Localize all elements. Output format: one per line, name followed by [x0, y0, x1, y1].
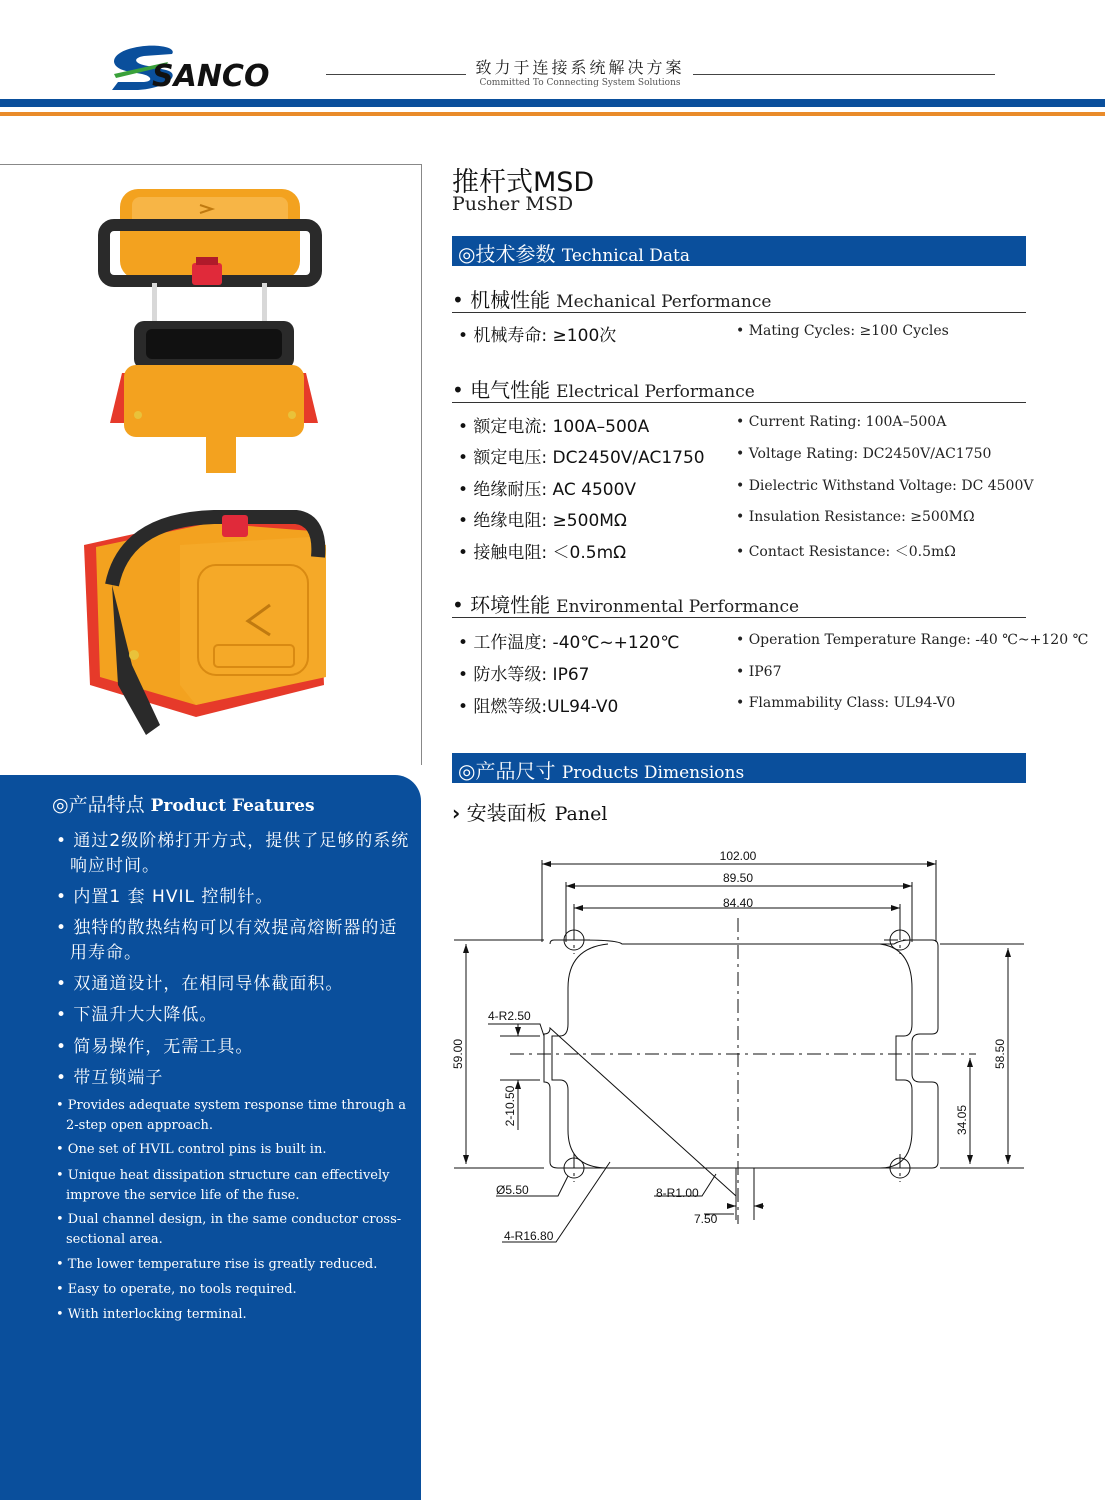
- dim-label: 58.50: [993, 1038, 1007, 1070]
- tagline: [470, 58, 690, 89]
- spec-en: • Operation Temperature Range: -40 ℃~+120 ℃: [736, 632, 1089, 648]
- features-heading-cn: ◎产品特点: [52, 794, 145, 816]
- spec-cn: • 绝缘耐压: AC 4500V: [458, 480, 637, 500]
- technical-data-bar: [452, 236, 1026, 266]
- dimensions-heading-cn: ◎产品尺寸: [458, 759, 556, 783]
- dim-label: 8-R1.00: [656, 1186, 699, 1200]
- mechanical-heading-en: Mechanical Performance: [556, 292, 772, 312]
- dim-label: 4-R2.50: [488, 1009, 531, 1023]
- dim-label: 102.00: [719, 849, 757, 863]
- header-band-orange: [0, 112, 1105, 116]
- feature-en-item: • Dual channel design, in the same conductor cross-sectional area.: [56, 1212, 402, 1247]
- product-photo: [0, 165, 421, 765]
- dimensions-heading-en: Products Dimensions: [561, 763, 745, 783]
- spec-cn: • 防水等级: IP67: [458, 665, 590, 685]
- spec-en: • Insulation Resistance: ≥500MΩ: [736, 509, 975, 525]
- mechanical-heading: [452, 284, 1026, 313]
- tagline-en: Committed To Connecting System Solutions: [479, 78, 681, 88]
- mechanical-heading-cn: • 机械性能: [452, 288, 551, 312]
- dim-label: 59.00: [451, 1038, 465, 1070]
- feature-en-item: • Unique heat dissipation structure can effectively improve the service life of the fuse.: [56, 1168, 390, 1203]
- features-heading: [52, 790, 315, 817]
- feature-en-item: • Easy to operate, no tools required.: [56, 1282, 297, 1297]
- tagline-cn: 致力于连接系统解决方案: [475, 58, 685, 77]
- product-photo-frame: [0, 164, 422, 765]
- feature-en-item: • One set of HVIL control pins is built in.: [56, 1142, 327, 1157]
- tagline-rule-right: [693, 74, 995, 75]
- environmental-heading-en: Environmental Performance: [556, 597, 800, 617]
- panel-drawing-svg: [440, 840, 1040, 1250]
- spec-cn: • 额定电流: 100A–500A: [458, 417, 650, 437]
- spec-en: • Mating Cycles: ≥100 Cycles: [736, 323, 949, 339]
- feature-cn-item: • 通过2级阶梯打开方式，提供了足够的系统响应时间。: [56, 831, 410, 876]
- svg-text:SANCO: SANCO: [152, 59, 270, 94]
- spec-cn: • 工作温度: -40℃~+120℃: [458, 633, 680, 653]
- spec-en: • IP67: [736, 664, 782, 680]
- spec-cn: • 绝缘电阻: ≥500MΩ: [458, 511, 627, 531]
- spec-cn: • 接触电阻: ＜0.5mΩ: [458, 543, 627, 563]
- technical-heading-en: Technical Data: [561, 246, 690, 266]
- spec-en: • Dielectric Withstand Voltage: DC 4500V: [736, 478, 1034, 494]
- feature-en-item: • The lower temperature rise is greatly reduced.: [56, 1257, 378, 1272]
- spec-en: • Flammability Class: UL94-V0: [736, 695, 956, 711]
- feature-en-item: • With interlocking terminal.: [56, 1307, 247, 1322]
- electrical-heading-cn: • 电气性能: [452, 378, 551, 402]
- dimensions-bar: [452, 753, 1026, 783]
- sanco-logo: [108, 44, 288, 96]
- feature-en-item: • Provides adequate system response time through a 2-step open approach.: [56, 1098, 406, 1133]
- spec-cn: • 阻燃等级:UL94-V0: [458, 697, 619, 717]
- panel-heading-cn: 安装面板: [466, 801, 547, 825]
- panel-heading: [452, 797, 607, 826]
- dim-label: 2-10.50: [503, 1085, 517, 1127]
- feature-cn-item: • 带互锁端子: [56, 1068, 164, 1088]
- spec-en: • Voltage Rating: DC2450V/AC1750: [736, 446, 992, 462]
- environmental-heading-cn: • 环境性能: [452, 593, 551, 617]
- panel-drawing: [440, 840, 1040, 1254]
- feature-cn-item: • 简易操作，无需工具。: [56, 1037, 254, 1057]
- dim-label: 89.50: [722, 871, 754, 885]
- dim-label: 7.50: [694, 1212, 718, 1226]
- feature-cn-item: • 内置1 套 HVIL 控制针。: [56, 887, 274, 907]
- environmental-heading: [452, 589, 1026, 618]
- product-title: 推杆式MSD: [452, 167, 595, 198]
- feature-cn-item: • 双通道设计，在相同导体截面积。: [56, 974, 344, 994]
- spec-en: • Current Rating: 100A–500A: [736, 414, 947, 430]
- feature-cn-item: • 下温升大大降低。: [56, 1005, 218, 1025]
- product-subtitle: Pusher MSD: [452, 193, 574, 215]
- feature-cn-item: • 独特的散热结构可以有效提高熔断器的适用寿命。: [56, 918, 398, 963]
- spec-cn: • 额定电压: DC2450V/AC1750: [458, 448, 705, 468]
- tagline-rule-left: [326, 74, 466, 75]
- electrical-heading-en: Electrical Performance: [556, 382, 755, 402]
- dim-label: 84.40: [722, 896, 754, 910]
- dim-label: 34.05: [955, 1104, 969, 1136]
- dim-label: Ø5.50: [496, 1183, 529, 1197]
- features-heading-en: Product Features: [150, 796, 315, 816]
- product-features-panel: [0, 775, 421, 1500]
- electrical-heading: [452, 374, 1026, 403]
- dim-label: 4-R16.80: [504, 1229, 554, 1243]
- chevron-right-icon: ›: [452, 801, 461, 825]
- technical-heading-cn: ◎技术参数: [458, 242, 556, 266]
- header-band-blue: [0, 99, 1105, 107]
- spec-en: • Contact Resistance: ＜0.5mΩ: [736, 544, 956, 560]
- spec-cn: • 机械寿命: ≥100次: [458, 326, 617, 346]
- panel-heading-en: Panel: [554, 803, 608, 825]
